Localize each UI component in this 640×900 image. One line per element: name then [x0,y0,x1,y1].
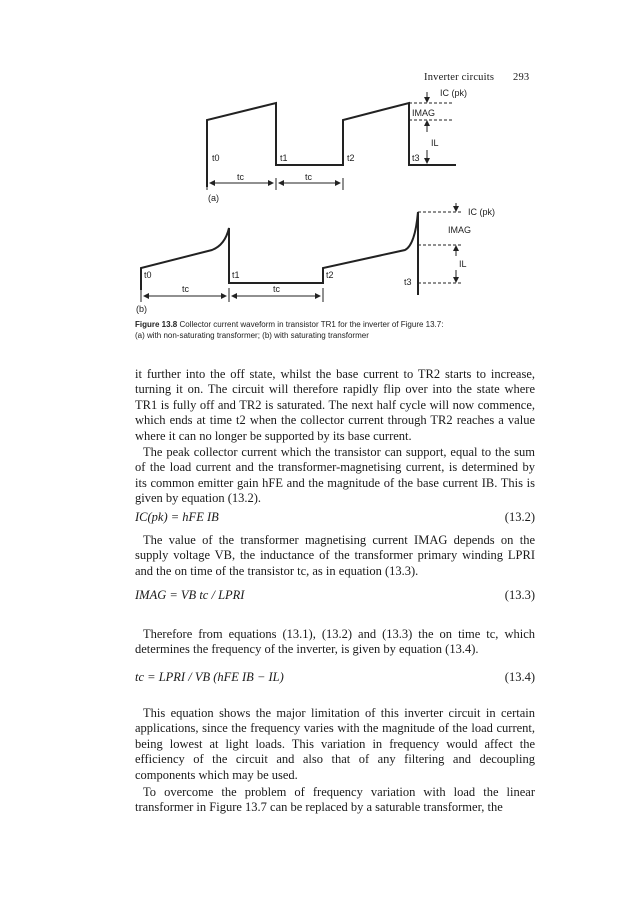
equation-13-4-number: (13.4) [504,670,535,684]
figure-caption [135,319,535,341]
a-label-t0: t0 [212,153,220,163]
paragraph-4: Therefore from equations (13.1), (13.2) and (13.3) the on time tc, which determines the frequency of the inverter, is given by equation (13.4). [135,627,535,657]
caption-line1: Collector current waveform in transistor TR1 for the inverter of Figure 13.7: [179,320,444,329]
paragraph-5: This equation shows the major limitation of this inverter circuit in certain applications, since the frequency varies with the magnitude of the load current, being lowest at light loads. This variation in frequency would affect the efficiency of the circuit and also that of any filtering and decoupling components which may be used. [135,706,535,782]
b-label-t2: t2 [326,270,334,280]
equation-13-3-expr: IMAG = VB tc / LPRI [135,588,245,602]
paragraph-2: The peak collector current which the transistor can support, equal to the sum of the load current and the transformer-magnetising current, is determined by its common emitter gain hFE and the magnitude of the base current IB. This is given by equation (13.2). [135,445,535,506]
b-label-imag: IMAG [448,225,472,235]
a-label-tc2: tc [305,172,313,182]
b-label-t0: t0 [144,270,152,280]
a-label-imag: IMAG [412,108,436,118]
equation-13-3-number: (13.3) [504,588,535,602]
paragraph-1: it further into the off state, whilst the base current to TR2 starts to increase, turning it on. The circuit will therefore rapidly flip over into the state where TR1 is fully off and TR2 is saturated. The next half cycle will now commence, which ends at time t2 when the collector current through TR2 reaches a value where it can no longer be supported by its base current. [135,367,535,443]
paragraph-3: The value of the transformer magnetising current IMAG depends on the supply voltage VB, the inductance of the transformer primary winding LPRI and the on time of the transistor tc, as in equation (13.3). [135,533,535,578]
b-label-il: IL [459,259,467,269]
a-label-il: IL [431,138,439,148]
equation-13-2-number: (13.2) [504,510,535,524]
equation-13-2 [135,510,535,525]
b-panel-label: (b) [136,304,147,314]
a-label-tc1: tc [237,172,245,182]
equation-13-4-expr: tc = LPRI / VB (hFE IB − IL) [135,670,284,684]
caption-number: Figure 13.8 [135,320,178,329]
b-label-t3: t3 [404,277,412,287]
running-title: Inverter circuits [424,72,495,83]
page-number: 293 [513,72,530,83]
equation-13-3 [135,588,535,603]
figure-13-8 [0,0,640,320]
waveform-b [141,212,418,295]
b-label-t1: t1 [232,270,240,280]
a-panel-label: (a) [208,193,219,203]
equation-13-2-expr: IC(pk) = hFE IB [135,510,219,524]
equation-13-4 [135,670,535,685]
a-label-ic-pk: IC (pk) [440,88,467,98]
paragraph-6: To overcome the problem of frequency variation with load the linear transformer in Figure 13.7 can be replaced by a saturable transformer, the [135,785,535,815]
b-label-tc2: tc [273,284,281,294]
b-label-ic-pk: IC (pk) [468,207,495,217]
a-label-t1: t1 [280,153,288,163]
a-label-t2: t2 [347,153,355,163]
caption-line2: (a) with non-saturating transformer; (b) with saturating transformer [135,331,369,340]
b-label-tc1: tc [182,284,190,294]
a-label-t3: t3 [412,153,420,163]
